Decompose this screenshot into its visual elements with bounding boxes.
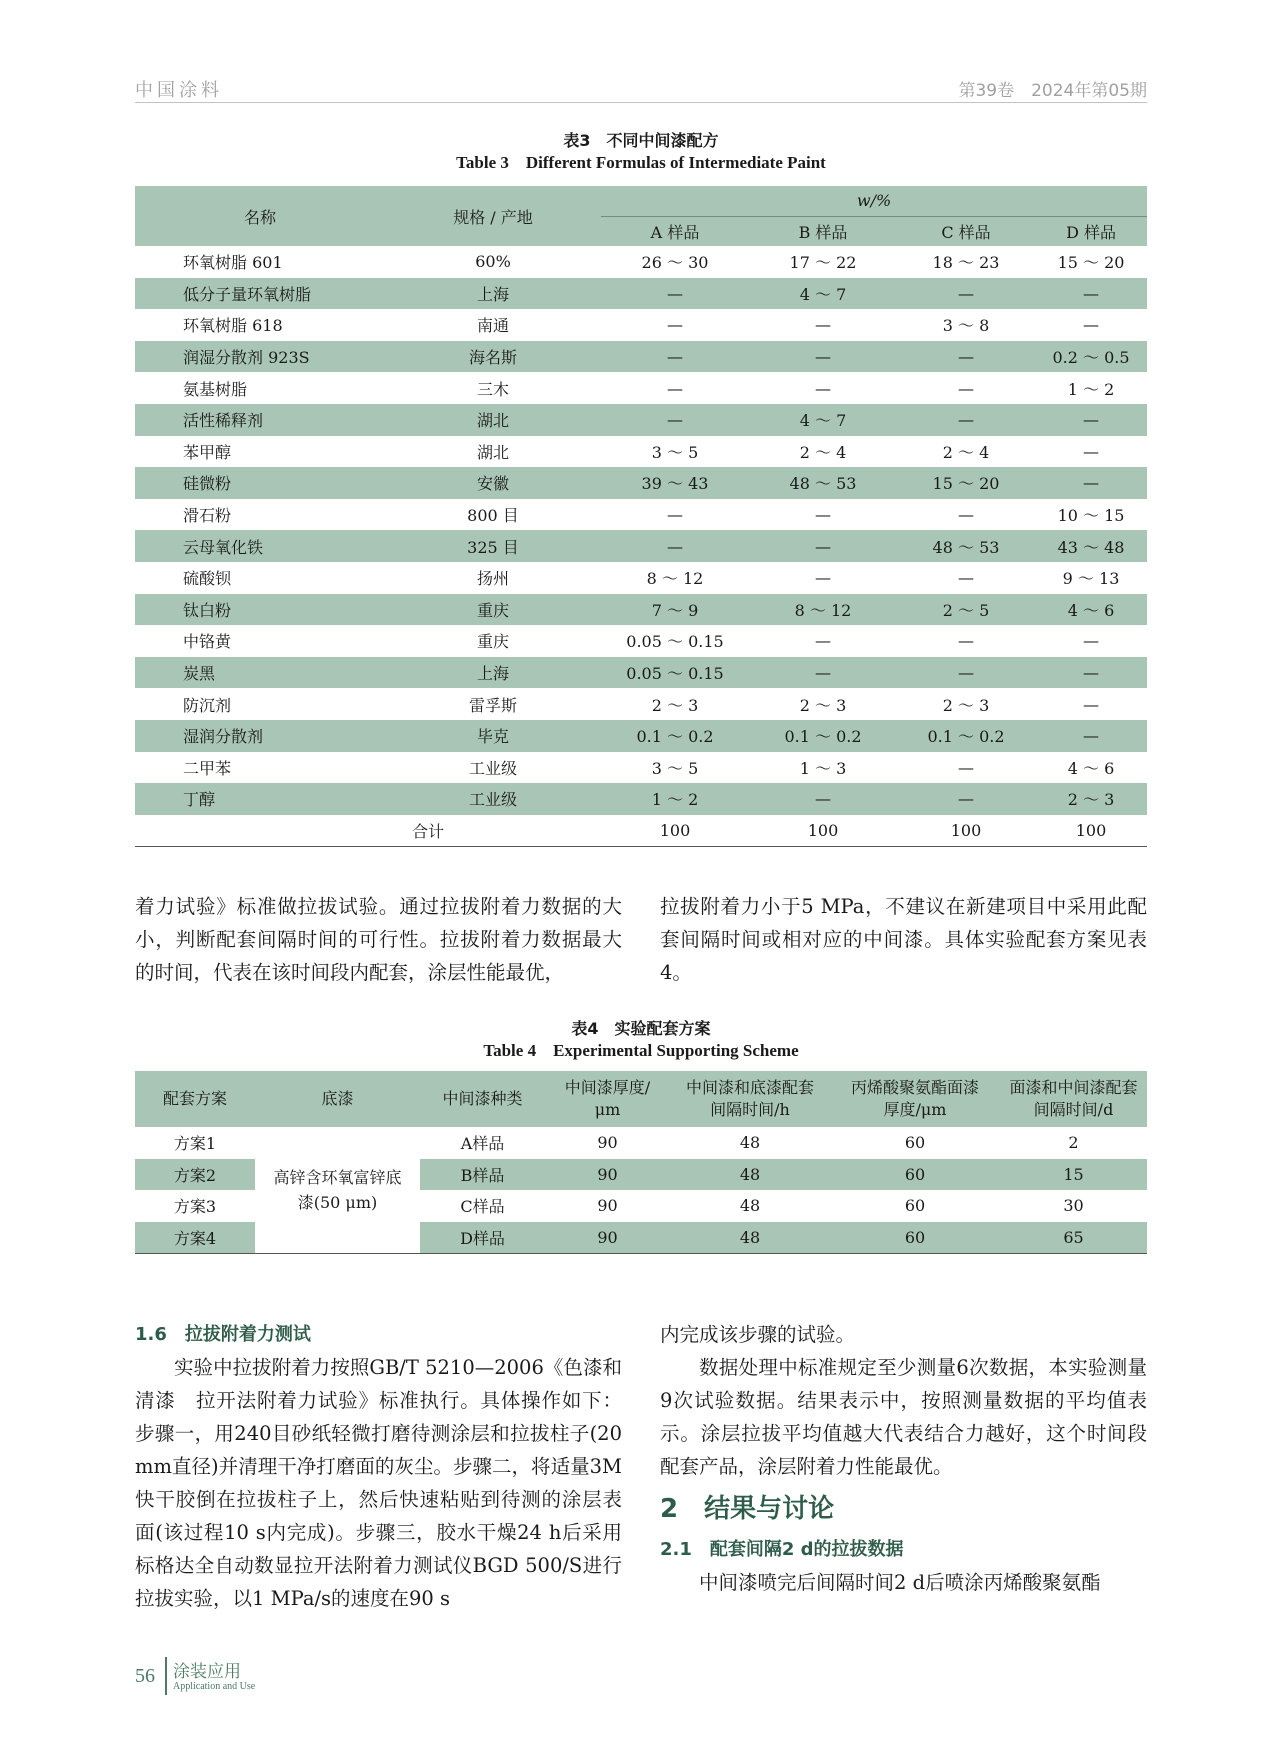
t3-value-c: 2 ～ 4: [942, 442, 990, 462]
t3-total-d: 100: [1075, 820, 1107, 840]
t3-material-name: 氨基树脂: [183, 379, 248, 399]
t4-base-coat: 高锌含环氧富锌底漆(50 μm): [255, 1127, 420, 1253]
t3-spec: 安徽: [385, 467, 601, 499]
t3-row: [135, 657, 1147, 689]
t3-value-c: 2 ～ 3: [942, 695, 990, 715]
para-top-right-text: 拉拔附着力小于5 MPa，不建议在新建项目中采用此配套间隔时间或相对应的中间漆。具体实验配套方案见表4。: [660, 895, 1147, 984]
t3-value-a: 26 ～ 30: [641, 253, 709, 273]
t3-header-wt: w/%: [601, 186, 1147, 216]
t3-spec: 重庆: [476, 632, 509, 652]
t3-value-b: 0.1 ～ 0.2: [749, 720, 897, 752]
t3-value-d: 1 ～ 2: [1067, 379, 1115, 399]
t4-mid: 90: [597, 1196, 618, 1216]
t3-value-a: 3 ～ 5: [651, 758, 699, 778]
t3-spec: 上海: [385, 278, 601, 310]
t3-material-name: 炭黑: [135, 657, 385, 689]
para-top-left: [135, 890, 622, 989]
t3-total-label: 合计: [411, 821, 444, 841]
para-top-left-text: 着力试验》标准做拉拔试验。通过拉拔附着力数据的大小，判断配套间隔时间的可行性。拉拔附着力数据最大的时间，代表在该时间段内配套，涂层性能最优，: [135, 895, 622, 984]
t3-value-b: —: [815, 505, 831, 525]
t3-spec: 湖北: [476, 442, 509, 462]
t3-value-a: 2 ～ 3: [651, 695, 699, 715]
t3-value-c: —: [897, 657, 1035, 689]
t3-spec: 湖北: [385, 404, 601, 436]
t4-mid: 90: [597, 1133, 618, 1153]
t3-value-a: 7 ～ 9: [601, 594, 749, 626]
t3-value-a: —: [601, 341, 749, 373]
t3-material-name: 低分子量环氧树脂: [135, 278, 385, 310]
t3-value-c: —: [958, 568, 974, 588]
t4-scheme: 方案3: [173, 1197, 217, 1217]
t3-value-b: 8 ～ 12: [749, 594, 897, 626]
t3-value-b: —: [749, 657, 897, 689]
t3-value-a: 0.1 ～ 0.2: [601, 720, 749, 752]
t4-top: 60: [830, 1222, 1000, 1254]
t4-type: D样品: [420, 1222, 545, 1254]
t3-header-spec: 规格 / 产地: [385, 186, 601, 246]
t3-material-name: 二甲苯: [183, 758, 232, 778]
para-top-right: [660, 890, 1147, 989]
right-column: [660, 1318, 1147, 1599]
t3-value-d: —: [1035, 278, 1147, 310]
t3-value-d: 43 ～ 48: [1035, 530, 1147, 562]
t3-value-c: —: [897, 783, 1035, 815]
t3-material-name: 硅微粉: [135, 467, 385, 499]
t3-row: [135, 246, 1147, 278]
t3-spec: 325 目: [385, 530, 601, 562]
t3-value-c: —: [897, 278, 1035, 310]
t3-spec: 60%: [475, 252, 511, 272]
t4-top: 60: [830, 1159, 1000, 1191]
t3-value-a: 3 ～ 5: [651, 442, 699, 462]
t3-spec: 工业级: [468, 758, 517, 778]
table3-caption-zh: 表3 不同中间漆配方: [563, 131, 719, 150]
t3-header-sample-c: C 样品: [897, 216, 1035, 246]
t4-header-gap-hours: 中间漆和底漆配套间隔时间/h: [670, 1071, 830, 1127]
t4-mid: 90: [545, 1222, 670, 1254]
t3-header-sample-a: A 样品: [601, 216, 749, 246]
t3-value-b: —: [815, 631, 831, 651]
t3-value-b: 48 ～ 53: [749, 467, 897, 499]
t3-material-name: 丁醇: [135, 783, 385, 815]
t3-spec: 上海: [385, 657, 601, 689]
t3-value-b: —: [815, 568, 831, 588]
t3-row: [135, 499, 1147, 531]
t3-value-c: —: [897, 404, 1035, 436]
t4-scheme: 方案1: [173, 1134, 217, 1154]
t3-value-b: 2 ～ 4: [799, 442, 847, 462]
t4-gap-d: 15: [1000, 1159, 1147, 1191]
t3-material-name: 湿润分散剂: [135, 720, 385, 752]
t3-value-c: 18 ～ 23: [932, 253, 1000, 273]
t3-value-d: —: [1035, 467, 1147, 499]
t4-top: 60: [904, 1133, 926, 1153]
right-col-para3: 中间漆喷完后间隔时间2 d后喷涂丙烯酸聚氨酯: [699, 1571, 1101, 1594]
t3-spec: 800 目: [467, 506, 519, 526]
t3-material-name: 环氧树脂 601: [183, 253, 283, 273]
t3-row: [135, 372, 1147, 404]
t4-header-type: 中间漆种类: [420, 1071, 545, 1127]
t3-row: [135, 720, 1147, 752]
footer-divider: [165, 1657, 167, 1695]
t3-value-d: 0.2 ～ 0.5: [1035, 341, 1147, 373]
t4-scheme: 方案4: [135, 1222, 255, 1254]
t3-total-row: [135, 815, 1147, 847]
t3-value-b: —: [749, 530, 897, 562]
t3-value-a: 0.05 ～ 0.15: [626, 632, 724, 652]
t3-spec: 南通: [476, 316, 509, 336]
t3-spec: 海名斯: [385, 341, 601, 373]
t4-header-scheme: 配套方案: [135, 1071, 255, 1127]
t4-scheme: 方案2: [135, 1159, 255, 1191]
t3-value-d: 4 ～ 6: [1067, 758, 1115, 778]
table4: [135, 1071, 1147, 1254]
t3-value-a: —: [601, 404, 749, 436]
table4-caption: [135, 1018, 1147, 1062]
t3-row: [135, 404, 1147, 436]
t3-header-sample-b: B 样品: [749, 216, 897, 246]
t3-row: [135, 278, 1147, 310]
t4-header-top-thickness: 丙烯酸聚氨酯面漆厚度/μm: [830, 1071, 1000, 1127]
t3-value-a: 1 ～ 2: [601, 783, 749, 815]
table3: [135, 186, 1147, 847]
t3-value-c: —: [958, 378, 974, 398]
t3-header-name: 名称: [135, 186, 385, 246]
footer-section-en: Application and Use: [173, 1681, 256, 1692]
t3-value-d: 2 ～ 3: [1035, 783, 1147, 815]
table4-caption-en: Table 4 Experimental Supporting Scheme: [483, 1041, 799, 1060]
t3-value-d: —: [1035, 720, 1147, 752]
t3-value-a: 39 ～ 43: [601, 467, 749, 499]
t4-gap-d: 30: [1063, 1196, 1084, 1216]
t3-material-name: 防沉剂: [183, 695, 232, 715]
t3-value-a: —: [601, 530, 749, 562]
section-2-heading: 2 结果与讨论: [660, 1494, 835, 1524]
t4-header-gap-days: 面漆和中间漆配套间隔时间/d: [1000, 1071, 1147, 1127]
t3-spec: 毕克: [385, 720, 601, 752]
t4-row: [135, 1127, 1147, 1159]
t4-gap-d: 65: [1000, 1222, 1147, 1254]
t4-gap-h: 48: [739, 1133, 761, 1153]
journal-name: 中国涂料: [135, 80, 223, 101]
t3-value-a: —: [601, 278, 749, 310]
t4-gap-h: 48: [670, 1222, 830, 1254]
t3-row: [135, 783, 1147, 815]
t3-row: [135, 467, 1147, 499]
t3-value-b: —: [749, 783, 897, 815]
t3-value-a: —: [667, 505, 683, 525]
t4-header-mid-thickness: 中间漆厚度/μm: [545, 1071, 670, 1127]
t3-row: [135, 594, 1147, 626]
t3-value-b: 4 ～ 7: [749, 278, 897, 310]
t4-header-base: 底漆: [255, 1071, 420, 1127]
t3-value-c: 48 ～ 53: [897, 530, 1035, 562]
t3-total-c: 100: [950, 820, 982, 840]
t3-value-d: 9 ～ 13: [1062, 569, 1120, 589]
t3-value-a: —: [667, 315, 683, 335]
issue-info: 第39卷 2024年第05期: [958, 81, 1147, 101]
t3-value-b: 2 ～ 3: [799, 695, 847, 715]
page-number: 56: [135, 1665, 155, 1687]
t3-value-d: —: [1083, 631, 1100, 651]
t4-type: A样品: [460, 1134, 505, 1154]
t3-row: [135, 436, 1147, 468]
t4-gap-d: 2: [1068, 1133, 1079, 1153]
section-1-6-body: 实验中拉拔附着力按照GB/T 5210—2006《色漆和清漆 拉开法附着力试验》标准执行。具体操作如下：步骤一，用240目砂纸轻微打磨待测涂层和拉拔柱子(20 mm直径)并清理干净打磨面的灰尘。步骤二，将适量3M快干胶倒在拉拔柱子上，然后快速粘贴到待测的涂层表面(该过程10 s内完成)。步骤三，胶水干燥24 h后采用标格达全自动数显拉开法附着力测试仪BGD 500/S进行拉拔实验，以1 MPa/s的速度在90 s: [135, 1356, 622, 1610]
t3-row: [135, 688, 1147, 720]
t3-value-c: 0.1 ～ 0.2: [897, 720, 1035, 752]
t3-material-name: 润湿分散剂 923S: [135, 341, 385, 373]
t3-spec: 三木: [476, 379, 509, 399]
t3-row: [135, 625, 1147, 657]
t3-value-b: —: [815, 315, 831, 335]
t3-row: [135, 341, 1147, 373]
t3-material-name: 活性稀释剂: [135, 404, 385, 436]
t3-value-d: —: [1035, 657, 1147, 689]
right-col-para2: 数据处理中标准规定至少测量6次数据，本实验测量9次试验数据。结果表示中，按照测量数据的平均值表示。涂层拉拔平均值越大代表结合力越好，这个时间段配套产品，涂层附着力性能最优。: [660, 1356, 1147, 1478]
table3-body: [135, 246, 1147, 846]
t3-value-d: 10 ～ 15: [1057, 506, 1125, 526]
running-header: [135, 72, 1147, 103]
t3-spec: 扬州: [476, 569, 509, 589]
t3-value-c: —: [958, 757, 974, 777]
right-col-cont: 内完成该步骤的试验。: [660, 1323, 856, 1346]
t3-value-c: 15 ～ 20: [897, 467, 1035, 499]
t3-material-name: 中铬黄: [183, 632, 232, 652]
t4-type: C样品: [460, 1197, 505, 1217]
t3-header-sample-d: D 样品: [1035, 216, 1147, 246]
section-2-1-heading: 2.1 配套间隔2 d的拉拔数据: [660, 1539, 904, 1560]
t3-value-c: —: [958, 505, 974, 525]
t3-value-c: 3 ～ 8: [942, 316, 990, 336]
t3-value-a: —: [667, 378, 683, 398]
t3-value-a: 8 ～ 12: [646, 569, 704, 589]
t3-value-d: —: [1035, 404, 1147, 436]
t3-material-name: 环氧树脂 618: [183, 316, 283, 336]
table3-caption-en: Table 3 Different Formulas of Intermediate Paint: [456, 153, 826, 172]
t3-spec: 工业级: [385, 783, 601, 815]
t3-value-c: —: [958, 631, 974, 651]
t3-value-b: —: [749, 341, 897, 373]
t3-material-name: 硫酸钡: [183, 569, 232, 589]
t3-row: [135, 309, 1147, 341]
t3-value-d: —: [1083, 441, 1100, 461]
t3-value-b: 4 ～ 7: [749, 404, 897, 436]
t4-gap-h: 48: [670, 1159, 830, 1191]
t3-value-d: 15 ～ 20: [1057, 253, 1125, 273]
t4-gap-h: 48: [739, 1196, 761, 1216]
t3-material-name: 钛白粉: [135, 594, 385, 626]
t3-value-d: —: [1083, 694, 1100, 714]
t3-row: [135, 752, 1147, 784]
t3-total-a: 100: [659, 820, 691, 840]
footer-section-zh: 涂装应用: [173, 1662, 241, 1682]
section-1-6-heading: 1.6 拉拔附着力测试: [135, 1324, 311, 1345]
t3-value-b: 17 ～ 22: [789, 253, 857, 273]
t3-value-d: —: [1083, 315, 1100, 335]
t3-value-d: 4 ～ 6: [1035, 594, 1147, 626]
t3-total-b: 100: [807, 820, 839, 840]
t3-material-name: 滑石粉: [183, 506, 232, 526]
t4-type: B样品: [420, 1159, 545, 1191]
t3-spec: 重庆: [385, 594, 601, 626]
t4-top: 60: [904, 1196, 926, 1216]
t3-value-b: 1 ～ 3: [799, 758, 847, 778]
t3-material-name: 苯甲醇: [183, 442, 232, 462]
t3-row: [135, 530, 1147, 562]
t3-material-name: 云母氧化铁: [135, 530, 385, 562]
t3-value-c: —: [897, 341, 1035, 373]
t4-mid: 90: [545, 1159, 670, 1191]
t3-value-c: 2 ～ 5: [897, 594, 1035, 626]
t3-row: [135, 562, 1147, 594]
t3-value-a: 0.05 ～ 0.15: [601, 657, 749, 689]
t3-value-b: —: [815, 378, 831, 398]
table3-caption: [135, 130, 1147, 174]
section-1-6: [135, 1318, 622, 1615]
table4-caption-zh: 表4 实验配套方案: [571, 1019, 711, 1038]
t3-spec: 雷孚斯: [468, 695, 517, 715]
